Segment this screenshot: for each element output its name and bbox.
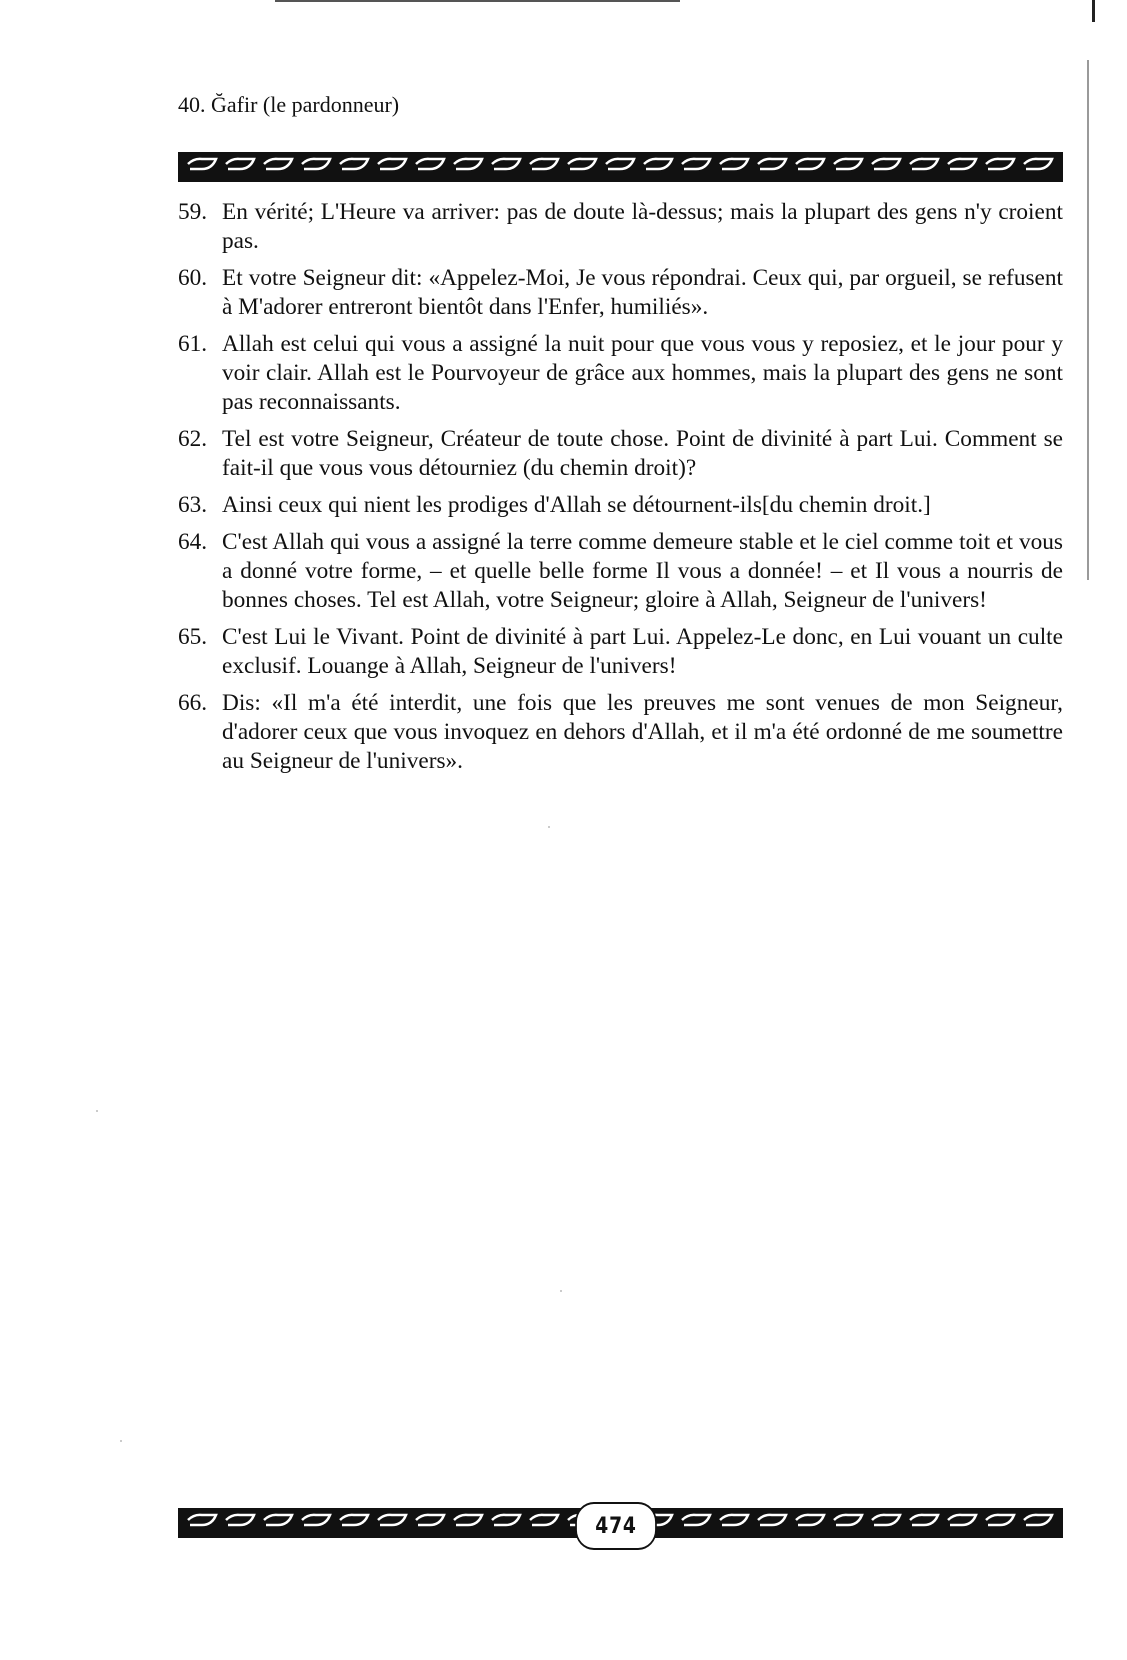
verse-62 xyxy=(178,425,1063,483)
page-number: 474 xyxy=(575,1502,657,1550)
chain-link xyxy=(834,1515,862,1525)
verse-text: Tel est votre Seigneur, Créateur de toute chose. Point de divinité à part Lui. Comment se fait-il que vous vous détourniez (du chemin droit)? xyxy=(222,426,1063,481)
chain-link xyxy=(454,1515,482,1525)
running-header: 40. Ğafir (le pardonneur) xyxy=(178,92,400,117)
chain-link xyxy=(1024,159,1052,169)
chain-link xyxy=(758,159,786,169)
chain-link xyxy=(796,159,824,169)
chain-link xyxy=(910,159,938,169)
chain-link xyxy=(378,1515,406,1525)
verse-text: C'est Allah qui vous a assigné la terre comme demeure stable et le ciel comme toit et vous a donné votre forme, – et quelle belle forme Il vous a donnée! – et Il vous a nourris de bonnes choses. Tel est Allah, votre Seigneur; gloire à Allah, Seigneur de l'univers! xyxy=(222,529,1063,613)
top-rule xyxy=(275,0,680,2)
verse-number: 59. xyxy=(178,199,208,225)
verse-number: 63. xyxy=(178,492,208,518)
verse-text: Dis: «Il m'a été interdit, une fois que les preuves me sont venues de mon Seigneur, d'adorer ceux que vous invoquez en dehors d'Allah, et il m'a été ordonné de me soumettre au Seigneur de l'univers». xyxy=(222,690,1063,774)
chain-link xyxy=(492,159,520,169)
chain-link xyxy=(416,1515,444,1525)
verse-63 xyxy=(178,491,1063,520)
verse-59 xyxy=(178,198,1063,256)
chain-link xyxy=(682,1515,710,1525)
chain-link xyxy=(720,1515,748,1525)
verse-number: 66. xyxy=(178,690,208,716)
verse-number: 61. xyxy=(178,331,208,357)
verse-text: Allah est celui qui vous a assigné la nuit pour que vous vous y reposiez, et le jour pour y voir clair. Allah est le Pourvoyeur de grâce aux hommes, mais la plupart des gens ne sont pas reconnaissants. xyxy=(222,331,1063,415)
verse-64 xyxy=(178,528,1063,615)
chain-link xyxy=(340,159,368,169)
verse-text: Ainsi ceux qui nient les prodiges d'Allah se détournent-ils[du chemin droit.] xyxy=(222,492,931,518)
chain-link xyxy=(302,159,330,169)
right-margin-rule xyxy=(1087,60,1089,580)
verse-number: 62. xyxy=(178,426,208,452)
chain-link xyxy=(530,1515,558,1525)
chain-link xyxy=(834,159,862,169)
chain-link xyxy=(606,159,634,169)
chain-link xyxy=(568,159,596,169)
chain-link xyxy=(226,159,254,169)
chain-link xyxy=(948,159,976,169)
chain-link xyxy=(416,159,444,169)
chain-link xyxy=(340,1515,368,1525)
chain-link xyxy=(948,1515,976,1525)
chain-link xyxy=(188,1515,216,1525)
verse-61 xyxy=(178,330,1063,417)
chain-link xyxy=(302,1515,330,1525)
chain-link xyxy=(188,159,216,169)
chain-link xyxy=(872,1515,900,1525)
chain-link xyxy=(986,159,1014,169)
verse-number: 64. xyxy=(178,529,208,555)
verse-60 xyxy=(178,264,1063,322)
chain-link xyxy=(910,1515,938,1525)
chain-link xyxy=(872,159,900,169)
chain-link xyxy=(492,1515,520,1525)
verse-text: Et votre Seigneur dit: «Appelez-Moi, Je vous répondrai. Ceux qui, par orgueil, se refusent à M'adorer entreront bientôt dans l'Enfer, humiliés». xyxy=(222,265,1063,320)
chain-link xyxy=(682,159,710,169)
chain-link xyxy=(796,1515,824,1525)
paper-speck xyxy=(96,1110,98,1112)
chain-link xyxy=(644,159,672,169)
top-ornament-band xyxy=(178,152,1063,182)
verse-text: En vérité; L'Heure va arriver: pas de doute là-dessus; mais la plupart des gens n'y croient pas. xyxy=(222,199,1063,254)
chain-link xyxy=(758,1515,786,1525)
paper-speck xyxy=(560,1290,562,1292)
verse-65 xyxy=(178,623,1063,681)
chain-link xyxy=(264,1515,292,1525)
chain-link xyxy=(1024,1515,1052,1525)
paper-speck xyxy=(548,826,550,828)
chain-link xyxy=(378,159,406,169)
chain-link xyxy=(530,159,558,169)
verse-number: 65. xyxy=(178,624,208,650)
chain-link xyxy=(264,159,292,169)
chain-link xyxy=(226,1515,254,1525)
chain-link xyxy=(986,1515,1014,1525)
verse-list xyxy=(178,198,1063,784)
chain-ornament xyxy=(178,152,1063,182)
verse-number: 60. xyxy=(178,265,208,291)
paper-speck xyxy=(120,1440,122,1442)
chain-link xyxy=(454,159,482,169)
chain-link xyxy=(720,159,748,169)
verse-66 xyxy=(178,689,1063,776)
verse-text: C'est Lui le Vivant. Point de divinité à part Lui. Appelez-Le donc, en Lui vouant un culte exclusif. Louange à Allah, Seigneur de l'univers! xyxy=(222,624,1063,679)
right-edge-tick xyxy=(1092,0,1095,22)
